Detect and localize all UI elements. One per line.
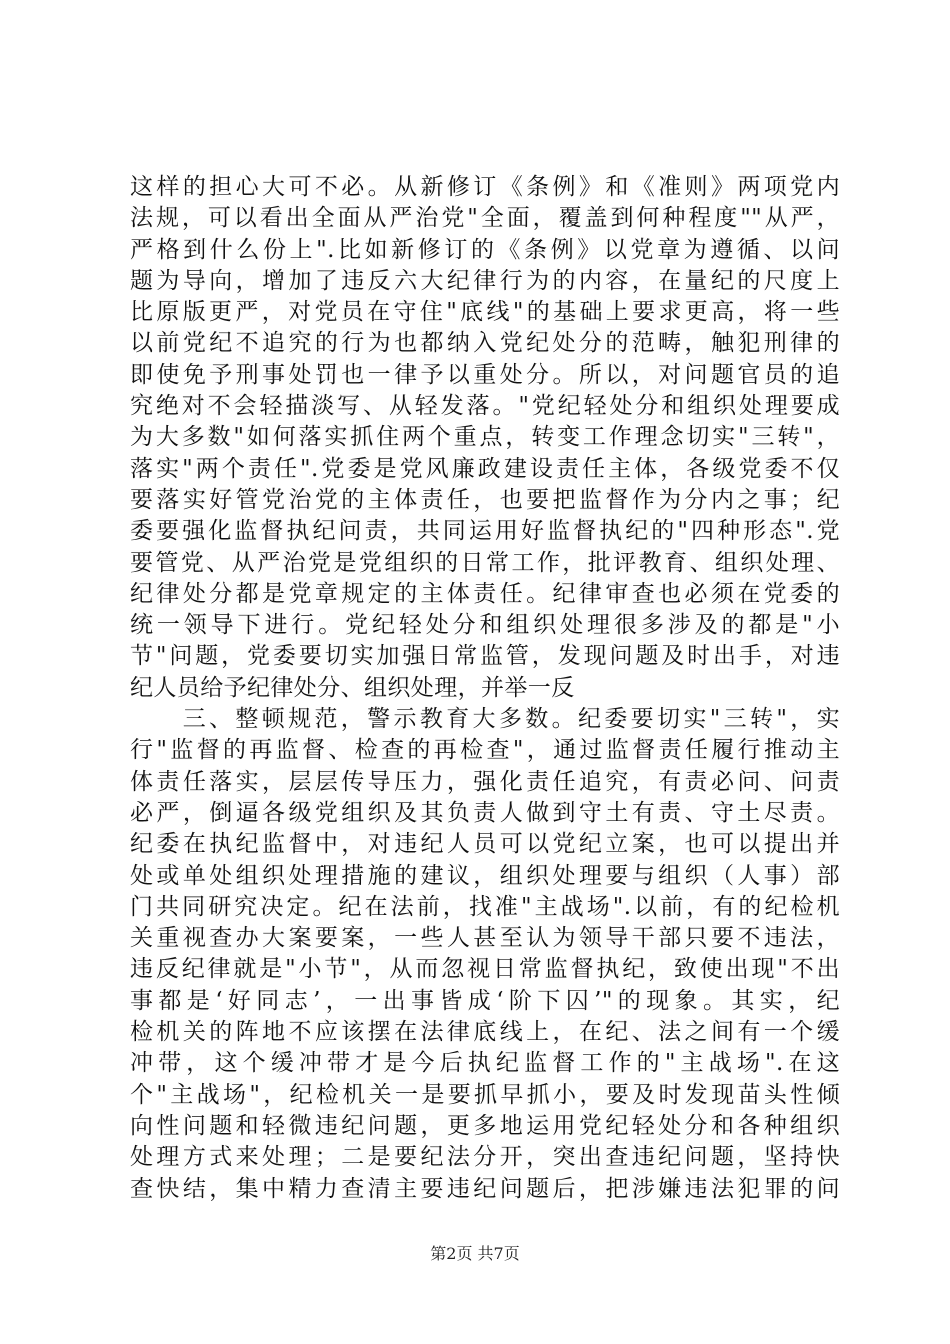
text-line: 事都是‘好同志’，一出事皆成‘阶下囚’"的现象。其实，纪 bbox=[130, 987, 840, 1014]
text-line: 要管党、从严治党是党组织的日常工作，批评教育、组织处理、 bbox=[130, 549, 840, 576]
page-footer: 第2页 共7页 bbox=[430, 1244, 520, 1263]
text-line: 行"监督的再监督、检查的再检查"，通过监督责任履行推动主 bbox=[130, 737, 840, 764]
text-line: 落实"两个责任".党委是党风廉政建设责任主体，各级党委不仅 bbox=[130, 455, 840, 482]
text-line: 纪律处分都是党章规定的主体责任。纪律审查也必须在党委的 bbox=[130, 580, 840, 607]
text-line: 以前党纪不追究的行为也都纳入党纪处分的范畴，触犯刑律的 bbox=[130, 330, 840, 357]
text-line: 统一领导下进行。党纪轻处分和组织处理很多涉及的都是"小 bbox=[130, 612, 840, 639]
text-line: 必严，倒逼各级党组织及其负责人做到守土有责、守土尽责。 bbox=[130, 799, 840, 826]
text-line: 检机关的阵地不应该摆在法律底线上，在纪、法之间有一个缓 bbox=[130, 1019, 840, 1046]
text-line: 法规，可以看出全面从严治党"全面，覆盖到何种程度""从严， bbox=[130, 205, 840, 232]
text-line: 处或单处组织处理措施的建议，组织处理要与组织（人事）部 bbox=[130, 862, 840, 889]
text-line: 这样的担心大可不必。从新修订《条例》和《准则》两项党内 bbox=[130, 174, 840, 200]
text-line: 向性问题和轻微违纪问题，更多地运用党纪轻处分和各种组织 bbox=[130, 1112, 840, 1139]
text-line: 纪人员给予纪律处分、组织处理，并举一反 bbox=[130, 674, 575, 701]
text-line: 关重视查办大案要案，一些人甚至认为领导干部只要不违法， bbox=[130, 925, 840, 952]
text-line: 三、整顿规范，警示教育大多数。纪委要切实"三转"，实 bbox=[130, 706, 840, 733]
text-line: 比原版更严，对党员在守住"底线"的基础上要求更高，将一些 bbox=[130, 299, 840, 326]
text-line: 体责任落实，层层传导压力，强化责任追究，有责必问、问责 bbox=[130, 768, 840, 795]
text-line: 个"主战场"，纪检机关一是要抓早抓小，要及时发现苗头性倾 bbox=[130, 1081, 840, 1108]
text-line: 门共同研究决定。纪在法前，找准"主战场".以前，有的纪检机 bbox=[130, 893, 840, 920]
text-line: 冲带，这个缓冲带才是今后执纪监督工作的"主战场".在这 bbox=[130, 1050, 840, 1077]
text-line: 节"问题，党委要切实加强日常监管，发现问题及时出手，对违 bbox=[130, 643, 840, 670]
text-line: 严格到什么份上".比如新修订的《条例》以党章为遵循、以问 bbox=[130, 236, 840, 263]
text-line: 即使免予刑事处罚也一律予以重处分。所以，对问题官员的追 bbox=[130, 361, 840, 388]
text-line: 究绝对不会轻描淡写、从轻发落。"党纪轻处分和组织处理要成 bbox=[130, 393, 840, 420]
text-line: 题为导向，增加了违反六大纪律行为的内容，在量纪的尺度上 bbox=[130, 267, 840, 294]
text-line: 违反纪律就是"小节"，从而忽视日常监督执纪，致使出现"不出 bbox=[130, 956, 840, 983]
text-line: 处理方式来处理；二是要纪法分开，突出查违纪问题，坚持快 bbox=[130, 1144, 840, 1171]
text-line: 查快结，集中精力查清主要违纪问题后，把涉嫌违法犯罪的问 bbox=[130, 1175, 840, 1202]
document-body bbox=[130, 172, 840, 1205]
text-line: 为大多数"如何落实抓住两个重点，转变工作理念切实"三转"， bbox=[130, 424, 840, 451]
text-line: 委要强化监督执纪问责，共同运用好监督执纪的"四种形态".党 bbox=[130, 518, 840, 545]
text-line: 要落实好管党治党的主体责任，也要把监督作为分内之事；纪 bbox=[130, 486, 840, 513]
text-line: 纪委在执纪监督中，对违纪人员可以党纪立案，也可以提出并 bbox=[130, 831, 840, 858]
